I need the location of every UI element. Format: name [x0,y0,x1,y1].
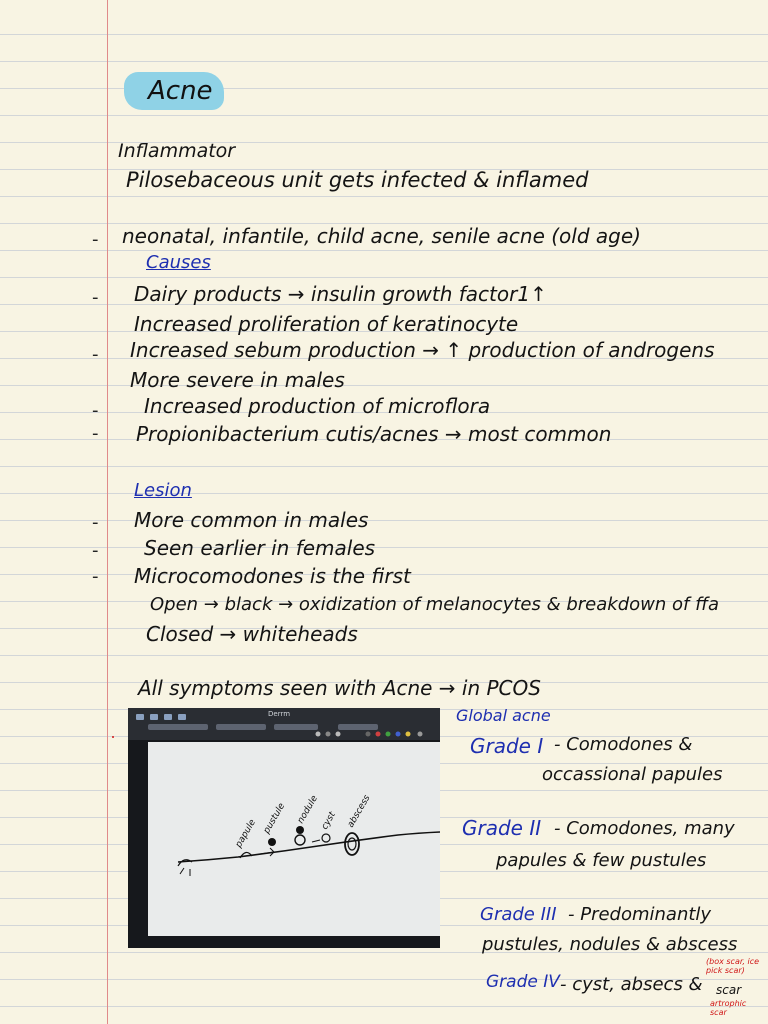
scar-note-top: (box scar, ice pick scar) [706,957,760,975]
bullet-dash: - [92,512,99,533]
photo-app-title: Derrm [268,710,291,718]
causes-line: Dairy products → insulin growth factor1↑ [134,282,547,306]
grade-text: pustules, nodules & abscess [482,934,738,955]
bullet-dash: - [92,566,99,587]
bullet-dash: - [92,229,99,250]
lesion-heading: Lesion [134,480,192,501]
page-title: Acne [148,76,213,106]
embedded-photo [128,708,440,948]
bullet-dash: - [92,540,99,561]
causes-line: More severe in males [130,368,345,392]
grade-text: - Predominantly [568,904,712,925]
bullet-dash: - [92,400,99,421]
grade-label: Grade III [480,904,557,925]
grade-label: Grade II [462,816,542,840]
stray-red-dot [112,736,114,738]
scar-note-bottom: artrophic scar [710,999,747,1017]
grade-text: occassional papules [542,764,723,785]
lesion-line: Closed → whiteheads [146,622,358,646]
diagram-label-nodule: nodule [295,793,320,826]
lesion-line: More common in males [134,508,369,532]
acne-lesion-diagram [148,742,440,936]
lesion-line: Microcomodones is the first [134,564,411,588]
toolbar-icons [128,708,440,740]
grade-text: - Comodones, many [554,818,735,839]
grade-text: scar [716,983,742,997]
global-acne-heading: Global acne [456,706,551,725]
grade-text: - cyst, absecs & [560,974,703,995]
margin-line [107,0,108,1024]
causes-heading: Causes [146,252,211,273]
symptoms-line: All symptoms seen with Acne → in PCOS [138,676,541,700]
types-line: neonatal, infantile, child acne, senile acne (old age) [122,224,641,248]
diagram-label-cyst: cyst [319,810,338,832]
grade-text: - Comodones & [554,734,693,755]
intro-line-1: Inflammator [118,140,236,162]
photo-toolbar [128,708,440,740]
diagram-label-abscess: abscess [345,793,373,830]
diagram-label-pustule: pustule [261,801,288,836]
lesion-line: Open → black → oxidization of melanocytes & breakdown of ffa [150,594,720,615]
intro-line-2: Pilosebaceous unit gets infected & inflamed [126,168,589,192]
causes-line: Propionibacterium cutis/acnes → most common [136,422,612,446]
causes-line: Increased proliferation of keratinocyte [134,312,519,336]
grade-label: Grade I [470,734,544,758]
grade-text: papules & few pustules [496,850,707,871]
causes-line: Increased production of microflora [144,394,491,418]
diagram-label-papule: papule [233,817,258,850]
photo-screen [148,742,440,936]
bullet-dash: - [92,287,99,308]
bullet-dash: - [92,344,99,365]
causes-line: Increased sebum production → ↑ production of androgens [130,338,715,362]
grade-label: Grade IV [486,972,560,992]
bullet-dash: - [92,423,99,444]
lesion-line: Seen earlier in females [144,536,376,560]
